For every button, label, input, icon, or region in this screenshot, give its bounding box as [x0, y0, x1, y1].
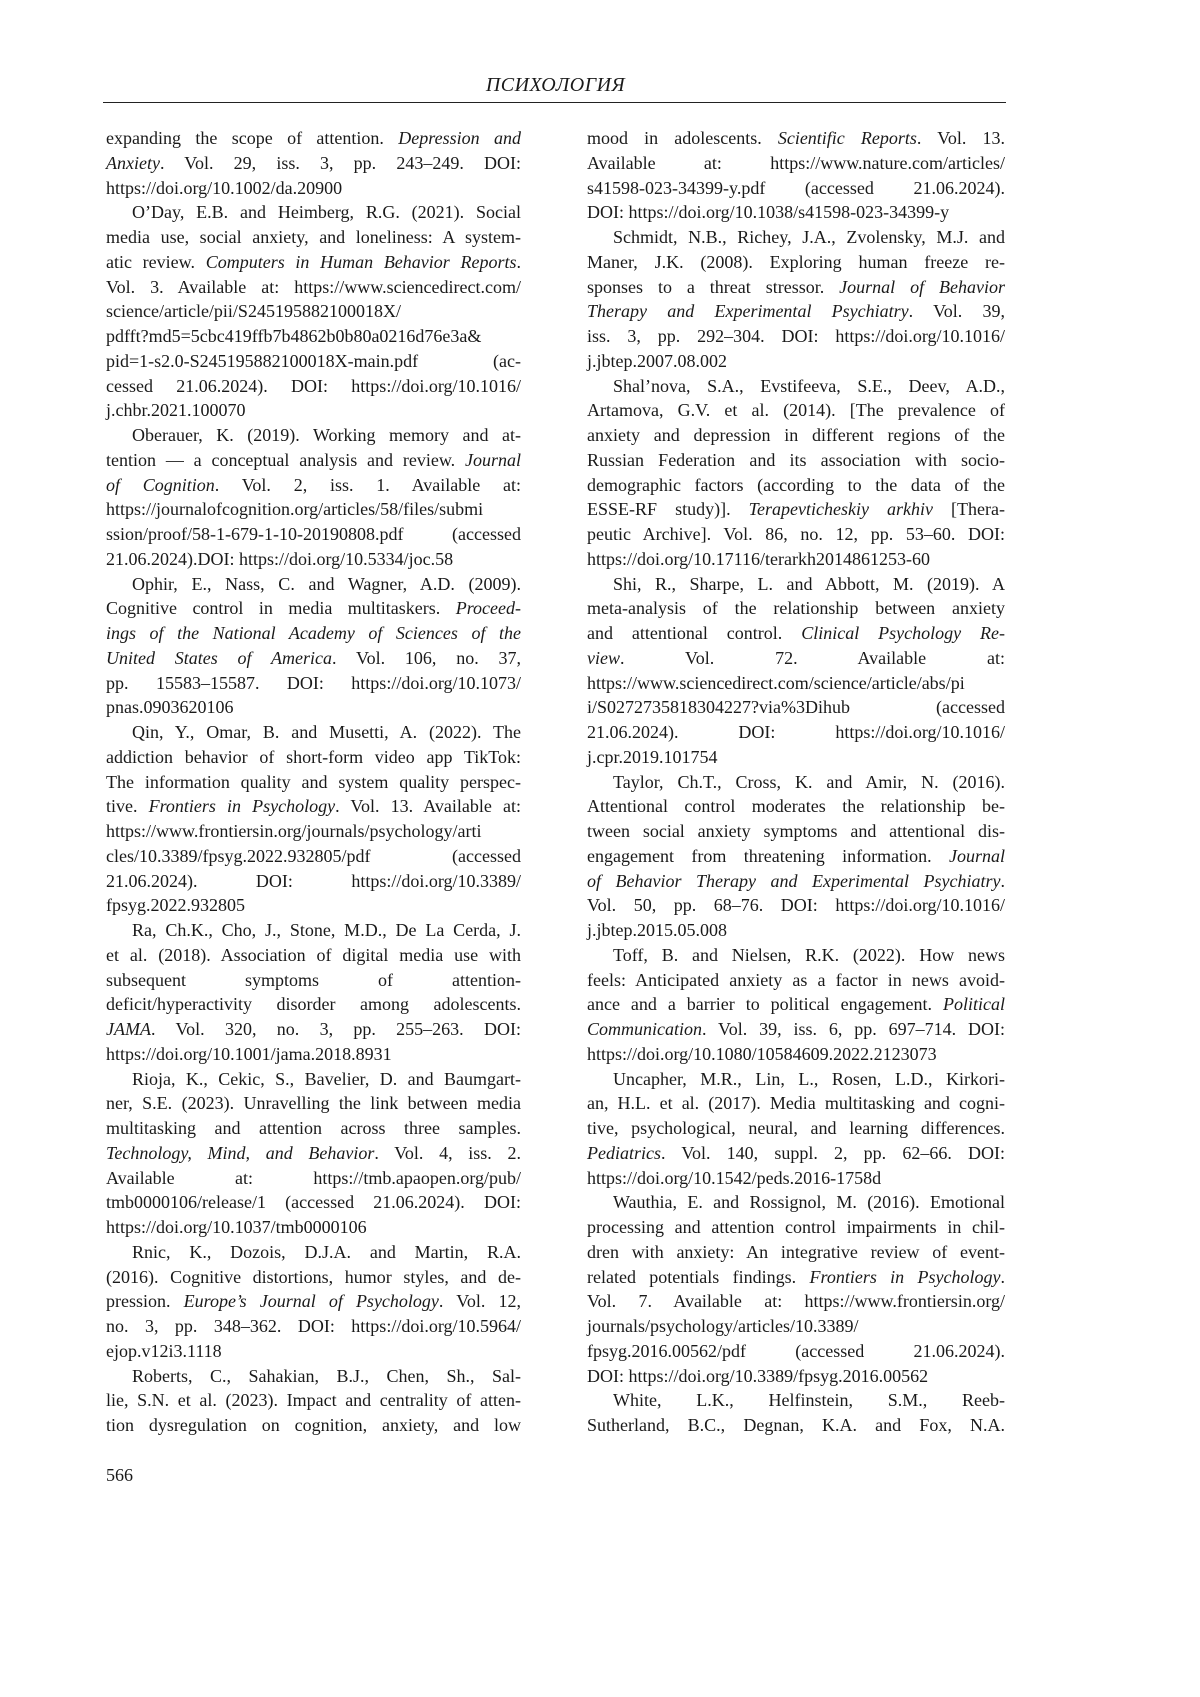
- reference-line: [587, 844, 1005, 869]
- reference-text: j.cpr.2019.101754: [587, 746, 718, 767]
- reference-text: tive.: [106, 796, 149, 817]
- reference-line: [587, 621, 1005, 646]
- reference-line: [587, 1388, 1005, 1413]
- reference-text: https://doi.org/10.1080/10584609.2022.2123073: [587, 1043, 937, 1064]
- reference-line: [587, 200, 1005, 225]
- reference-text: feels: Anticipated anxiety as a factor in news avoid-: [587, 969, 1005, 990]
- reference-entry: [106, 720, 521, 918]
- running-header: ПСИХОЛОГИЯ: [485, 74, 626, 96]
- reference-text: an, H.L. et al. (2017). Media multitasking and cogni-: [587, 1093, 1005, 1114]
- reference-line: [106, 374, 521, 399]
- reference-line: [587, 1314, 1005, 1339]
- reference-entry: [106, 126, 521, 200]
- reference-line: [106, 1116, 521, 1141]
- reference-text: Schmidt, N.B., Richey, J.A., Zvolensky, M.J. and: [613, 227, 1005, 247]
- reference-line: [106, 1091, 521, 1116]
- journal-title: of Cognition: [106, 474, 215, 495]
- reference-text: DOI: https://doi.org/10.3389/fpsyg.2016.00562: [587, 1365, 929, 1386]
- journal-title: Frontiers in Psychology: [148, 796, 336, 817]
- reference-line: [106, 992, 521, 1017]
- reference-line: [106, 844, 521, 869]
- reference-line: [106, 200, 521, 225]
- reference-text: Ophir, E., Nass, C. and Wagner, A.D. (2009).: [132, 573, 521, 594]
- reference-line: [587, 1067, 1005, 1092]
- reference-text: and attentional control.: [587, 623, 802, 643]
- reference-text: https://doi.org/10.1001/jama.2018.8931: [106, 1043, 392, 1064]
- reference-line: [106, 423, 521, 448]
- reference-text: subsequent symptoms of attention-: [106, 969, 521, 990]
- reference-text: ssion/proof/58-1-679-1-10-20190808.pdf (accessed: [106, 524, 521, 544]
- reference-entry: [587, 770, 1005, 943]
- reference-line: [106, 943, 521, 968]
- reference-text: https://journalofcognition.org/articles/58/files/submi: [106, 499, 484, 520]
- reference-line: [587, 1364, 1005, 1389]
- reference-line: [106, 596, 521, 621]
- reference-line: [587, 943, 1005, 968]
- reference-text: Taylor, Ch.T., Cross, K. and Amir, N. (2016).: [613, 771, 1005, 792]
- reference-text: no. 3, pp. 348–362. DOI: https://doi.org/10.5964/: [106, 1316, 521, 1336]
- reference-text: White, L.K., Helfinstein, S.M., Reeb-: [613, 1390, 1005, 1411]
- page-number: 566: [106, 1465, 133, 1485]
- reference-line: [587, 968, 1005, 993]
- reference-line: [106, 126, 521, 151]
- reference-line: [587, 497, 1005, 522]
- reference-text: deficit/hyperactivity disorder among adolescents.: [106, 994, 521, 1015]
- reference-line: [587, 398, 1005, 423]
- journal-title: Clinical Psychology Re-: [801, 623, 1006, 643]
- reference-text: Rnic, K., Dozois, D.J.A. and Martin, R.A.: [132, 1241, 521, 1262]
- reference-line: [587, 1215, 1005, 1240]
- reference-line: [587, 1265, 1005, 1290]
- reference-entry: [587, 572, 1005, 770]
- reference-text: media use, social anxiety, and loneliness: A system-: [106, 227, 521, 247]
- reference-text: iss. 3, pp. 292–304. DOI: https://doi.org/10.1016/: [587, 326, 1005, 346]
- reference-line: [587, 299, 1005, 324]
- reference-text: ner, S.E. (2023). Unravelling the link between media: [106, 1093, 521, 1114]
- reference-text: journals/psychology/articles/10.3389/: [587, 1316, 859, 1336]
- reference-text: anxiety and depression in different regions of the: [587, 425, 1005, 445]
- reference-line: [587, 1190, 1005, 1215]
- reference-text: O’Day, E.B. and Heimberg, R.G. (2021). Social: [132, 202, 521, 223]
- reference-text: Maner, J.K. (2008). Exploring human freeze re-: [587, 251, 1005, 272]
- journal-title: ings of the National Academy of Sciences of the: [106, 623, 521, 643]
- reference-line: [106, 1240, 521, 1265]
- reference-text: 21.06.2024). DOI: https://doi.org/10.1016/: [587, 722, 1005, 742]
- reference-line: [587, 473, 1005, 498]
- reference-line: [106, 1289, 521, 1314]
- reference-text: Vol. 50, pp. 68–76. DOI: https://doi.org/10.1016/: [587, 895, 1005, 916]
- reference-line: [587, 1289, 1005, 1314]
- reference-text: .: [1000, 870, 1005, 891]
- reference-text: science/article/pii/S245195882100018X/: [106, 301, 401, 322]
- reference-text: . Vol. 39, iss. 6, pp. 697–714. DOI:: [702, 1019, 1005, 1039]
- reference-text: . Vol. 13.: [916, 128, 1006, 148]
- reference-line: [106, 176, 521, 201]
- reference-text: related potentials findings.: [587, 1266, 810, 1287]
- reference-line: [106, 1388, 521, 1413]
- reference-text: https://doi.org/10.1037/tmb0000106: [106, 1217, 367, 1237]
- journal-title: Political: [943, 994, 1005, 1015]
- reference-text: demographic factors (according to the data of the: [587, 474, 1005, 495]
- reference-entry: [106, 1240, 521, 1364]
- reference-line: [106, 225, 521, 250]
- reference-line: [106, 473, 521, 498]
- reference-text: Qin, Y., Omar, B. and Musetti, A. (2022). The: [132, 722, 521, 742]
- reference-line: [587, 869, 1005, 894]
- reference-text: Vol. 3. Available at: https://www.sciencedirect.com/: [106, 276, 521, 297]
- reference-line: [587, 522, 1005, 547]
- reference-line: [587, 819, 1005, 844]
- reference-text: The information quality and system quality perspec-: [106, 771, 521, 792]
- reference-text: fpsyg.2022.932805: [106, 895, 245, 916]
- reference-line: [106, 1141, 521, 1166]
- reference-text: Russian Federation and its association with socio-: [587, 449, 1005, 470]
- reference-text: . Vol. 4, iss. 2.: [374, 1142, 521, 1163]
- reference-line: [587, 794, 1005, 819]
- reference-text: meta-analysis of the relationship between anxiety: [587, 598, 1005, 619]
- reference-line: [587, 1413, 1005, 1438]
- reference-text: . Vol. 13. Available at:: [335, 796, 521, 817]
- reference-text: 21.06.2024). DOI: https://doi.org/10.3389/: [106, 870, 521, 891]
- reference-entry: [106, 200, 521, 423]
- reference-text: . Vol. 29, iss. 3, pp. 243–249. DOI:: [159, 152, 521, 173]
- reference-line: [106, 1339, 521, 1364]
- reference-text: dren with anxiety: An integrative review of event-: [587, 1241, 1005, 1262]
- journal-title: Journal: [949, 845, 1005, 866]
- reference-line: [587, 374, 1005, 399]
- reference-line: [106, 819, 521, 844]
- reference-line: [106, 968, 521, 993]
- reference-line: [106, 1042, 521, 1067]
- journal-title: Communication: [587, 1019, 702, 1039]
- reference-line: [587, 250, 1005, 275]
- references-column-right: [587, 126, 1005, 1438]
- reference-line: [106, 398, 521, 423]
- reference-line: [106, 720, 521, 745]
- journal-title: Frontiers in Psychology: [809, 1266, 1001, 1287]
- reference-entry: [587, 374, 1005, 572]
- references-column-left: [106, 126, 521, 1438]
- reference-text: Wauthia, E. and Rossignol, M. (2016). Emotional: [613, 1192, 1005, 1213]
- reference-line: [106, 695, 521, 720]
- reference-text: Sutherland, B.C., Degnan, K.A. and Fox, N.A.: [587, 1415, 1005, 1435]
- reference-line: [587, 126, 1005, 151]
- reference-text: pression.: [106, 1291, 184, 1312]
- journal-title: Pediatrics: [587, 1142, 661, 1163]
- reference-line: [106, 250, 521, 275]
- reference-text: Oberauer, K. (2019). Working memory and at-: [132, 425, 521, 445]
- reference-line: [587, 1116, 1005, 1141]
- reference-entry: [587, 1190, 1005, 1388]
- reference-text: Cognitive control in media multitaskers.: [106, 598, 456, 619]
- journal-title: view: [587, 647, 620, 668]
- reference-text: Shal’nova, S.A., Evstifeeva, S.E., Deev, A.D.,: [613, 375, 1005, 396]
- journal-title: Anxiety: [106, 152, 160, 173]
- reference-text: j.chbr.2021.100070: [106, 400, 246, 421]
- reference-text: 21.06.2024).DOI: https://doi.org/10.5334/joc.58: [106, 548, 454, 569]
- reference-line: [587, 720, 1005, 745]
- reference-text: multitasking and attention across three samples.: [106, 1118, 521, 1138]
- reference-text: Attentional control moderates the relationship be-: [587, 796, 1005, 817]
- journal-title: Journal of Behavior: [839, 276, 1006, 297]
- reference-text: expanding the scope of attention.: [106, 128, 399, 148]
- reference-text: Ra, Ch.K., Cho, J., Stone, M.D., De La Cerda, J.: [132, 920, 521, 940]
- reference-text: et al. (2018). Association of digital media use with: [106, 944, 521, 965]
- reference-line: [106, 671, 521, 696]
- reference-line: [106, 349, 521, 374]
- reference-text: ESSE-RF study)].: [587, 499, 749, 520]
- journal-title: Computers in Human Behavior Reports: [205, 251, 517, 272]
- reference-line: [587, 547, 1005, 572]
- reference-line: [106, 1190, 521, 1215]
- reference-text: (2016). Cognitive distortions, humor styles, and de-: [106, 1266, 521, 1287]
- reference-text: mood in adolescents.: [587, 128, 778, 148]
- journal-title: Journal: [465, 449, 521, 470]
- reference-line: [106, 1017, 521, 1042]
- reference-line: [106, 745, 521, 770]
- reference-line: [587, 671, 1005, 696]
- reference-line: [106, 324, 521, 349]
- reference-text: ance and a barrier to political engagement.: [587, 994, 943, 1015]
- reference-entry: [587, 1067, 1005, 1191]
- reference-line: [106, 869, 521, 894]
- reference-entry: [587, 225, 1005, 374]
- reference-line: [106, 621, 521, 646]
- reference-text: https://www.sciencedirect.com/science/article/abs/pi: [587, 672, 965, 693]
- reference-line: [587, 225, 1005, 250]
- reference-text: . Vol. 106, no. 37,: [332, 647, 521, 668]
- reference-text: cles/10.3389/fpsyg.2022.932805/pdf (accessed: [106, 845, 521, 866]
- reference-entry: [106, 1067, 521, 1240]
- reference-line: [587, 1017, 1005, 1042]
- reference-line: [587, 695, 1005, 720]
- reference-text: engagement from threatening information.: [587, 845, 949, 866]
- reference-text: cessed 21.06.2024). DOI: https://doi.org/10.1016/: [106, 375, 521, 396]
- reference-text: tention — a conceptual analysis and review.: [106, 449, 465, 470]
- reference-line: [106, 1364, 521, 1389]
- reference-line: [106, 572, 521, 597]
- reference-line: [106, 1265, 521, 1290]
- reference-text: processing and attention control impairments in chil-: [587, 1217, 1005, 1237]
- reference-line: [587, 151, 1005, 176]
- header-rule: [103, 102, 1006, 103]
- reference-text: https://doi.org/10.1542/peds.2016-1758d: [587, 1167, 882, 1188]
- reference-text: . Vol. 2, iss. 1. Available at:: [214, 474, 521, 495]
- reference-line: [106, 522, 521, 547]
- reference-text: tmb0000106/release/1 (accessed 21.06.2024). DOI:: [106, 1192, 521, 1213]
- reference-text: Toff, B. and Nielsen, R.K. (2022). How news: [613, 944, 1005, 965]
- journal-title: Depression and: [398, 128, 521, 148]
- reference-text: Uncapher, M.R., Lin, L., Rosen, L.D., Kirkori-: [613, 1068, 1005, 1089]
- reference-line: [587, 992, 1005, 1017]
- reference-entry: [587, 1388, 1005, 1438]
- reference-text: fpsyg.2016.00562/pdf (accessed 21.06.2024).: [587, 1340, 1005, 1361]
- reference-line: [106, 1413, 521, 1438]
- reference-line: [106, 547, 521, 572]
- reference-entry: [106, 1364, 521, 1438]
- reference-line: [587, 324, 1005, 349]
- reference-line: [106, 497, 521, 522]
- reference-line: [587, 1141, 1005, 1166]
- reference-text: Rioja, K., Cekic, S., Bavelier, D. and Baumgart-: [132, 1068, 521, 1089]
- reference-text: . Vol. 140, suppl. 2, pp. 62–66. DOI:: [661, 1142, 1005, 1163]
- reference-line: [587, 770, 1005, 795]
- journal-title: of Behavior Therapy and Experimental Psychiatry: [587, 870, 1001, 891]
- reference-text: addiction behavior of short-form video app TikTok:: [106, 746, 521, 767]
- reference-text: Vol. 7. Available at: https://www.frontiersin.org/: [587, 1291, 1005, 1312]
- reference-text: pnas.0903620106: [106, 697, 234, 718]
- reference-text: .: [1000, 1266, 1005, 1287]
- reference-line: [106, 646, 521, 671]
- reference-text: peutic Archive]. Vol. 86, no. 12, pp. 53–60. DOI:: [587, 524, 1005, 544]
- reference-line: [106, 1314, 521, 1339]
- reference-line: [587, 1339, 1005, 1364]
- reference-text: tive, psychological, neural, and learning differences.: [587, 1118, 1005, 1138]
- reference-text: . Vol. 320, no. 3, pp. 255–263. DOI:: [150, 1019, 521, 1039]
- reference-line: [587, 349, 1005, 374]
- reference-text: https://doi.org/10.1002/da.20900: [106, 177, 343, 198]
- reference-line: [587, 448, 1005, 473]
- reference-text: Available at: https://www.nature.com/articles/: [587, 152, 1005, 173]
- reference-text: s41598-023-34399-y.pdf (accessed 21.06.2024).: [587, 177, 1005, 198]
- reference-text: Roberts, C., Sahakian, B.J., Chen, Sh., Sal-: [132, 1365, 521, 1386]
- reference-text: Artamova, G.V. et al. (2014). [The prevalence of: [587, 400, 1005, 421]
- reference-text: sponses to a threat stressor.: [587, 276, 840, 297]
- reference-text: pdfft?md5=5cbc419ffb7b4862b0b80a0216d76e3a&: [106, 326, 482, 346]
- reference-text: pp. 15583–15587. DOI: https://doi.org/10.1073/: [106, 672, 521, 693]
- reference-line: [106, 770, 521, 795]
- journal-title: Technology, Mind, and Behavior: [106, 1142, 375, 1163]
- reference-text: https://www.frontiersin.org/journals/psychology/arti: [106, 821, 482, 841]
- reference-entry: [587, 126, 1005, 225]
- reference-line: [587, 572, 1005, 597]
- journal-title: Scientific Reports: [777, 128, 917, 148]
- reference-line: [587, 176, 1005, 201]
- reference-line: [587, 646, 1005, 671]
- reference-line: [587, 918, 1005, 943]
- reference-entry: [106, 423, 521, 572]
- journal-title: Proceed-: [455, 598, 521, 619]
- reference-text: DOI: https://doi.org/10.1038/s41598-023-34399-y: [587, 202, 950, 223]
- reference-line: [587, 745, 1005, 770]
- journal-title: Europe’s Journal of Psychology: [183, 1291, 439, 1312]
- journal-title: United States of America: [106, 647, 332, 668]
- reference-line: [106, 151, 521, 176]
- journal-title: Terapevticheskiy arkhiv: [748, 499, 933, 520]
- reference-line: [106, 918, 521, 943]
- reference-text: Available at: https://tmb.apaopen.org/pub/: [106, 1167, 521, 1188]
- reference-text: i/S0272735818304227?via%3Dihub (accessed: [587, 697, 1005, 718]
- reference-line: [106, 448, 521, 473]
- reference-line: [587, 1091, 1005, 1116]
- reference-text: tween social anxiety symptoms and attentional dis-: [587, 821, 1005, 841]
- reference-line: [106, 1215, 521, 1240]
- reference-text: .: [516, 251, 521, 272]
- reference-line: [587, 893, 1005, 918]
- reference-entry: [106, 918, 521, 1067]
- reference-text: . Vol. 39,: [908, 301, 1005, 322]
- reference-text: j.jbtep.2015.05.008: [587, 920, 727, 940]
- reference-text: [Thera-: [932, 499, 1005, 520]
- reference-text: ejop.v12i3.1118: [106, 1340, 222, 1361]
- reference-text: . Vol. 12,: [438, 1291, 522, 1312]
- reference-text: https://doi.org/10.17116/terarkh2014861253-60: [587, 548, 930, 569]
- journal-title: Therapy and Experimental Psychiatry: [587, 301, 909, 322]
- reference-line: [587, 1166, 1005, 1191]
- reference-line: [587, 596, 1005, 621]
- reference-line: [587, 423, 1005, 448]
- reference-entry: [587, 943, 1005, 1067]
- reference-text: lie, S.N. et al. (2023). Impact and centrality of atten-: [106, 1390, 521, 1411]
- reference-text: tion dysregulation on cognition, anxiety, and low: [106, 1415, 521, 1435]
- reference-line: [106, 794, 521, 819]
- reference-line: [106, 1166, 521, 1191]
- reference-text: Shi, R., Sharpe, L. and Abbott, M. (2019). A: [613, 573, 1005, 594]
- reference-entry: [106, 572, 521, 721]
- reference-text: j.jbtep.2007.08.002: [587, 350, 727, 371]
- reference-text: pid=1-s2.0-S245195882100018X-main.pdf (ac-: [106, 350, 521, 371]
- reference-line: [106, 893, 521, 918]
- reference-line: [106, 275, 521, 300]
- reference-line: [106, 1067, 521, 1092]
- journal-title: JAMA: [106, 1019, 151, 1039]
- reference-text: . Vol. 72. Available at:: [620, 647, 1005, 668]
- reference-line: [587, 1240, 1005, 1265]
- reference-line: [106, 299, 521, 324]
- reference-text: atic review.: [106, 251, 206, 272]
- reference-line: [587, 275, 1005, 300]
- reference-line: [587, 1042, 1005, 1067]
